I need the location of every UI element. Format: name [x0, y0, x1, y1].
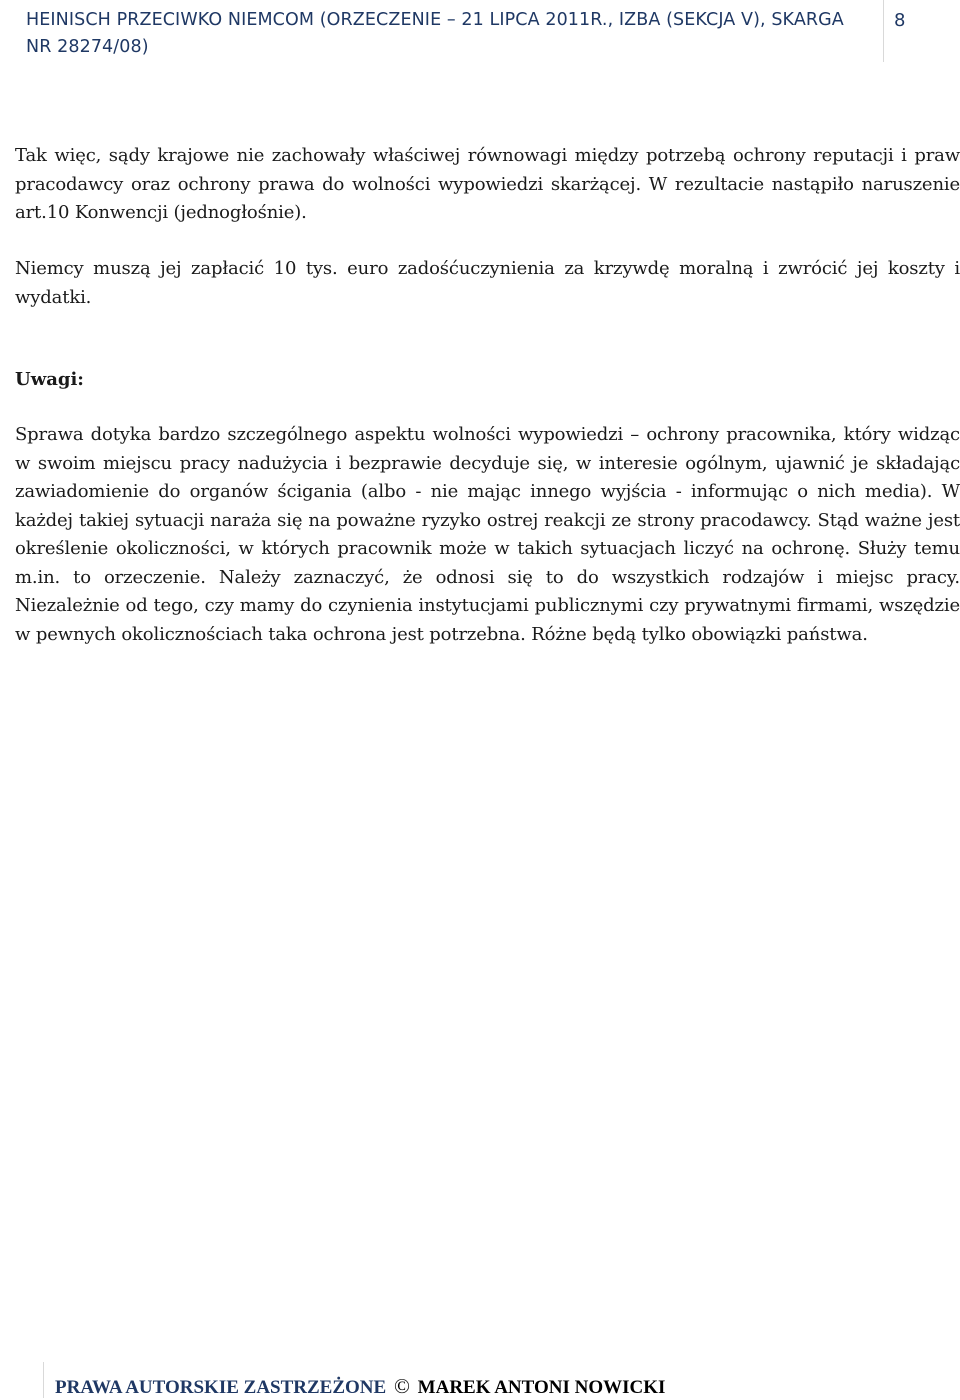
- paragraph-remarks: Sprawa dotyka bardzo szczególnego aspektu wolności wypowiedzi – ochrony pracownika, który widząc w swoim miejscu pracy nadużycia i bezprawie decyduje się, w interesie ogólnym, ujawnić je składając zawiadomienie do organów ścigania (albo - nie mając innego wyjścia - informując o nich media). W każdej takiej sytuacji naraża się na poważne ryzyko ostrej reakcji ze strony pracodawcy. Stąd ważne jest określenie okoliczności, w których pracownik może w takich sytuacjach liczyć na ochronę. Służy temu m.in. to orzeczenie. Należy zaznaczyć, że odnosi się to do wszystkich rodzajów i miejsc pracy. Niezależnie od tego, czy mamy do czynienia instytucjami publicznymi czy prywatnymi firmami, wszędzie w pewnych okolicznościach taka ochrona jest potrzebna. Różne będą tylko obowiązki państwa.: [15, 424, 960, 645]
- paragraph-conclusion: Tak więc, sądy krajowe nie zachowały właściwej równowagi między potrzebą ochrony reputacji i praw pracodawcy oraz ochrony prawa do wolności wypowiedzi skarżącej. W rezultacie nastąpiło naruszenie art.10 Konwencji (jednogłośnie).: [15, 145, 960, 223]
- header-separator: [883, 0, 884, 62]
- copyright-icon: ©: [393, 1374, 410, 1398]
- page-footer: [0, 1360, 960, 1400]
- footer-author: MAREK ANTONI NOWICKI: [417, 1377, 666, 1398]
- page-header: [0, 0, 960, 66]
- footer-separator: [43, 1362, 44, 1398]
- remarks-heading: Uwagi:: [15, 369, 84, 390]
- footer-rights-text: PRAWA AUTORSKIE ZASTRZEŻONE: [55, 1377, 387, 1398]
- footer-copyright: [55, 1374, 665, 1400]
- page-number: 8: [894, 10, 906, 31]
- header-title: HEINISCH PRZECIWKO NIEMCOM (ORZECZENIE – 21 LIPCA 2011R., IZBA (SEKCJA V), SKARGA NR 28274/08): [26, 10, 844, 57]
- paragraph-compensation: Niemcy muszą jej zapłacić 10 tys. euro zadośćuczynienia za krzywdę moralną i zwrócić jej koszty i wydatki.: [15, 258, 960, 308]
